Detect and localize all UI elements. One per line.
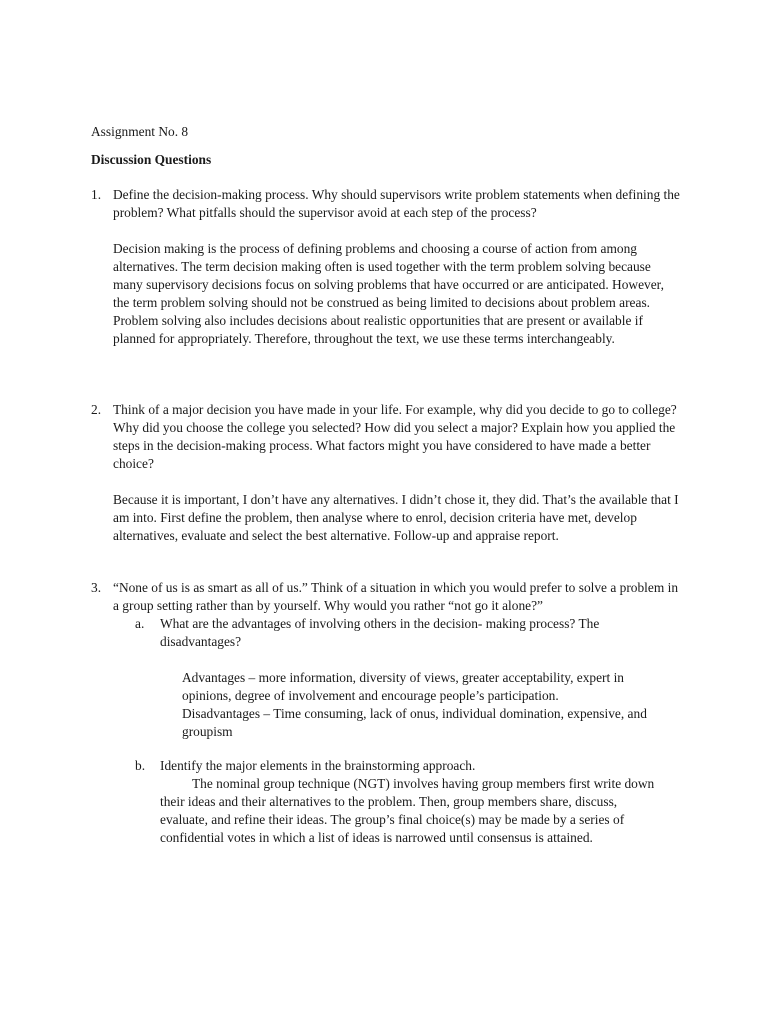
question-number: 3.	[91, 580, 102, 595]
subquestion-letter: a.	[135, 616, 145, 631]
subquestion-text: Identify the major elements in the brainstorming approach.	[160, 758, 476, 773]
subquestion-b	[135, 757, 675, 847]
assignment-title: Assignment No. 8	[91, 124, 189, 139]
advantages-text: Advantages – more information, diversity of views, greater acceptability, expert in opinions, degree of involvement and encourage people’s participation.	[182, 670, 624, 703]
question-number: 1.	[91, 187, 102, 202]
subquestion-a	[135, 615, 675, 741]
brainstorming-answer	[160, 775, 660, 847]
question-2	[91, 401, 691, 545]
brainstorming-answer-text: The nominal group technique (NGT) involves having group members first write down their ideas and their alternatives to the problem. Then, group members share, discuss, evaluate, and refine their ideas. The group’s final choice(s) may be made by a series of confidential votes in which a list of ideas is narrowed until consensus is attained.	[160, 776, 655, 845]
subquestion-letter: b.	[135, 758, 146, 773]
question-3	[91, 579, 691, 615]
question-number: 2.	[91, 402, 102, 417]
question-1	[91, 186, 691, 348]
section-heading: Discussion Questions	[91, 152, 212, 167]
question-text: “None of us is as smart as all of us.” Think of a situation in which you would prefer to solve a problem in a group setting rather than by yourself. Why would you rather “not go it alone?”	[113, 580, 679, 613]
question-text: Define the decision-making process. Why should supervisors write problem statements when defining the problem? What pitfalls should the supervisor avoid at each step of the process?	[113, 187, 680, 220]
subquestion-text: What are the advantages of involving others in the decision- making process? The disadvantages?	[160, 616, 600, 649]
answer-text: Decision making is the process of defining problems and choosing a course of action from among alternatives. The term decision making often is used together with the term problem solving because many supervisory decisions focus on solving problems that have occurred or are anticipated. However, the term problem solving should not be construed as being limited to decisions about problem areas. Problem solving also includes decisions about realistic opportunities that are present or available if planned for appropriately. Therefore, throughout the text, we use these terms interchangeably.	[113, 241, 664, 346]
question-text: Think of a major decision you have made in your life. For example, why did you decide to go to college? Why did you choose the college you selected? How did you select a major? Explain how you applied the steps in the decision-making process. What factors might you have considered to have made a better choice?	[113, 402, 677, 471]
advantages-block	[182, 669, 672, 741]
disadvantages-text: Disadvantages – Time consuming, lack of onus, individual domination, expensive, and groupism	[182, 706, 647, 739]
answer-text: Because it is important, I don’t have any alternatives. I didn’t chose it, they did. That’s the available that I am into. First define the problem, then analyse where to enrol, decision criteria have met, develop alternatives, evaluate and select the best alternative. Follow-up and appraise report.	[113, 492, 679, 543]
